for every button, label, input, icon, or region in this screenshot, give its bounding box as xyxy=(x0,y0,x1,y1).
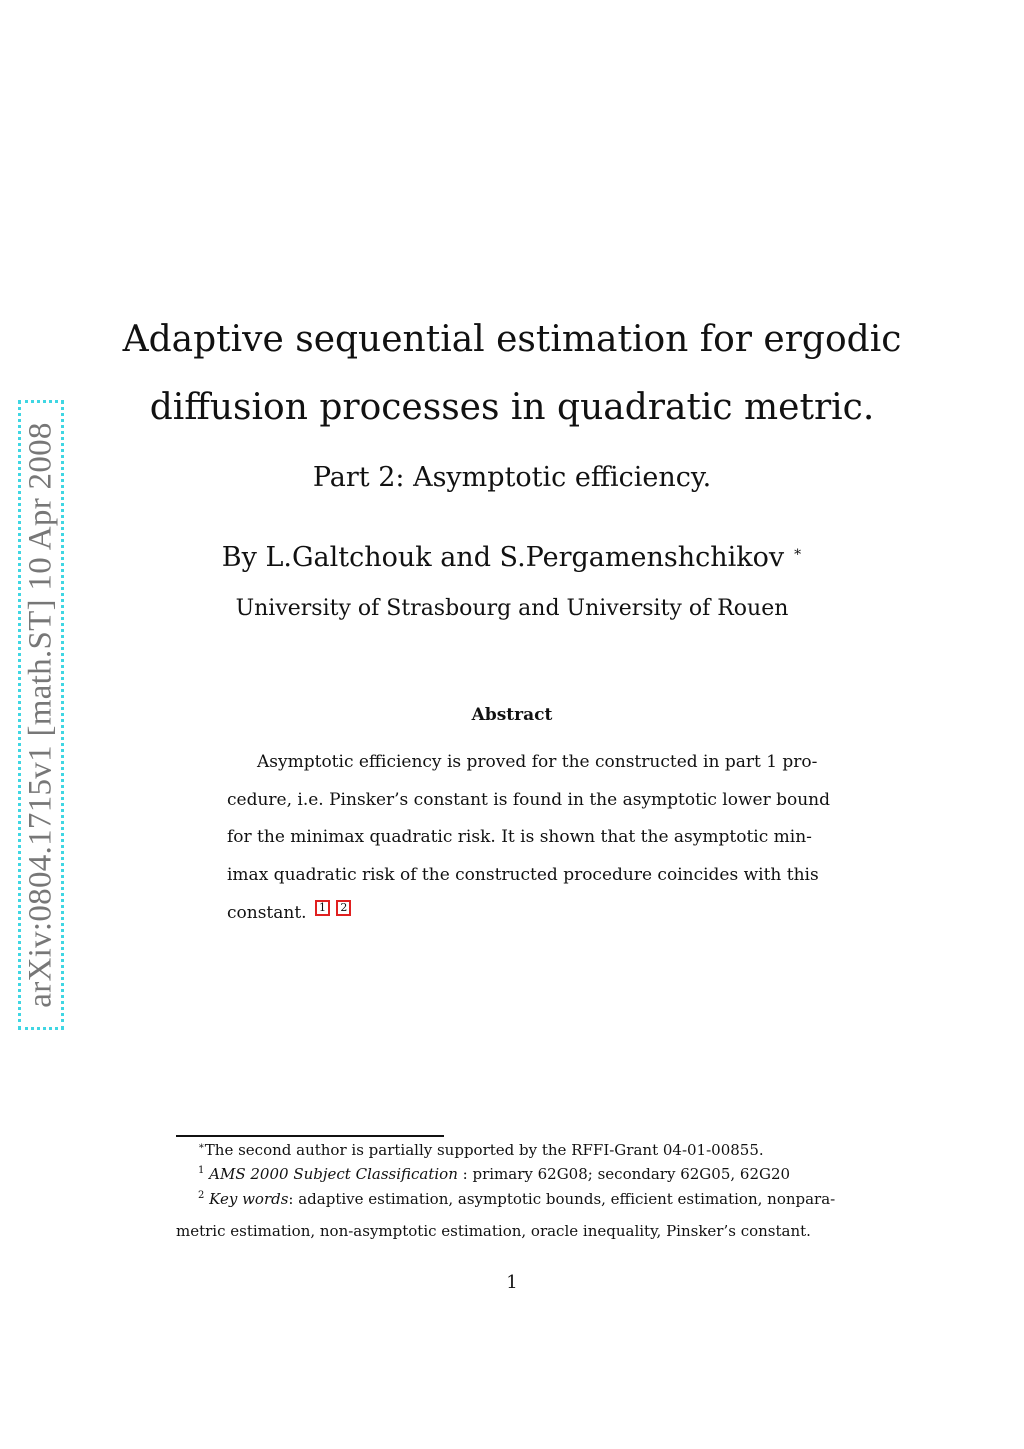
footnote-rule xyxy=(176,1135,444,1137)
footnote-1 xyxy=(198,1165,790,1183)
page-number: 1 xyxy=(506,1272,518,1293)
title-line-1: Adaptive sequential estimation for ergodic xyxy=(122,319,902,360)
abstract-line-4: imax quadratic risk of the constructed procedure coincides with this xyxy=(227,865,819,885)
footnote-1-text: : primary 62G08; secondary 62G05, 62G20 xyxy=(457,1165,791,1183)
affiliation: University of Strasbourg and University of Rouen xyxy=(235,596,789,621)
footnote-1-mark: 1 xyxy=(198,1165,205,1176)
footnote-2-label: Key words xyxy=(209,1190,289,1208)
footnote-link-2[interactable]: 2 xyxy=(336,900,351,916)
authors-footnote-mark: ∗ xyxy=(792,544,803,560)
footnote-2-continuation: metric estimation, non-asymptotic estimation, oracle inequality, Pinsker’s constant. xyxy=(176,1222,811,1240)
authors: By L.Galtchouk and S.Pergamenshchikov xyxy=(221,542,785,573)
footnote-2 xyxy=(198,1190,835,1208)
footnote-star-mark: ∗ xyxy=(198,1141,205,1152)
footnote-2-mark: 2 xyxy=(198,1190,205,1201)
abstract-line-1: Asymptotic efficiency is proved for the constructed in part 1 pro- xyxy=(257,752,818,772)
abstract-line-2: cedure, i.e. Pinsker’s constant is found in the asymptotic lower bound xyxy=(227,790,831,810)
abstract-body xyxy=(227,752,831,942)
abstract-line-3: for the minimax quadratic risk. It is shown that the asymptotic min- xyxy=(227,827,812,847)
arxiv-stamp-text: arXiv:0804.1715v1 [math.ST] 10 Apr 2008 xyxy=(22,422,59,1008)
authors-line xyxy=(0,542,1024,573)
footnote-star-text: The second author is partially supported by the RFFI-Grant 04-01-00855. xyxy=(204,1141,764,1159)
footnote-star xyxy=(198,1141,764,1159)
footnote-link-1[interactable]: 1 xyxy=(315,900,330,916)
footnote-2-text: : adaptive estimation, asymptotic bounds, efficient estimation, nonpara- xyxy=(288,1190,836,1208)
abstract-last-text: constant. xyxy=(227,903,307,923)
abstract-heading: Abstract xyxy=(471,705,553,725)
abstract-line-5 xyxy=(227,903,797,923)
subtitle: Part 2: Asymptotic efficiency. xyxy=(312,462,712,493)
footnote-1-label: AMS 2000 Subject Classification xyxy=(209,1165,458,1183)
title-line-2: diffusion processes in quadratic metric. xyxy=(149,387,875,428)
